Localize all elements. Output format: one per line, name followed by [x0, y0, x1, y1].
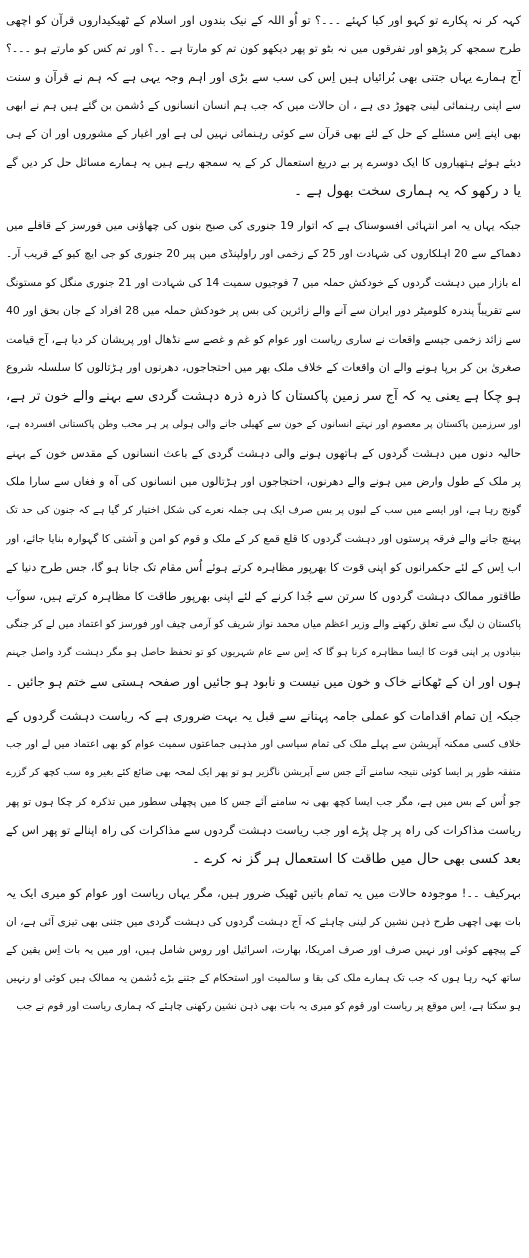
text-line: حالیہ دنوں میں دہشت گردوں کے ہاتھوں ہونے والی دہشت گردی کے باعث انسانوں کے مقدس خون کے بہنے: [6, 446, 521, 460]
text-line: خلاف کسی ممکنہ آپریشن سے پہلے ملک کی تمام سیاسی اور مذہبی جماعتوں سمیت عوام کو بھی اعتماد میں لے اور جب: [6, 738, 521, 750]
text-line: ہو چکا ہے یعنی یہ کہ آج سر زمین پاکستان کا ذرہ ذرہ دہشت گردی سے بہنے والے خون تر ہے،: [6, 388, 521, 404]
text-line: بعد کسی بھی حال میں طاقت کا استعمال ہر گز نہ کرے ۔: [191, 850, 521, 867]
paragraph: [6, 212, 521, 697]
text-line: طاقتور ممالک دہشت گردوں کا سرتن سے جُدا کرنے کے لئے اپنی بھرپور طاقت کا مظاہرہ کرتے ہیں، سوآب: [6, 589, 521, 603]
text-line: ریاست مذاکرات کی راہ پر چل پڑے اور جب ریاست دہشت گردوں سے مذاکرات کی راہ اپنالے تو پھر اس کے: [6, 823, 521, 837]
text-line: کہہ کر نہ پکارے تو کہو اور کیا کہئے ۔۔۔؟ تو اُو اللہ کے نیک بندوں اور اسلام کے ٹھیکیداروں قرآن کو اچھی: [6, 13, 521, 27]
text-line: بھی اپنے اِس مسئلے کے حل کے لئے بھی قرآن سے کوئی رہنمائی نہیں لی ہے اور اغیار کے مشوروں اور ان کے ہی: [6, 127, 521, 140]
text-line: آج ہمارے یہاں جتنی بھی بُرائیاں ہیں اِس کی سب سے بڑی اور اہم وجہ یہی ہے کہ ہم نے قرآن و سنت: [6, 70, 521, 84]
text-line: بات بھی اچھی طرح ذہن نشین کر لینی چاہئے کہ آج دہشت گردوں کی دہشت گردی میں جتنی بھی تیزی آئی ہے، ان: [6, 915, 521, 928]
text-line: دھماکے سے 20 اہلکاروں کی شہادت اور 25 کے زخمی اور راولپنڈی میں پیر 20 جنوری کو جی ایچ کیو کے قریب آر۔: [6, 248, 521, 260]
text-line: صغریٰ بن کر برپا ہونے والے ان واقعات کے خلاف ملک بھر میں احتجاجوں، دھرنوں اور ہڑتالوں کا سلسلہ شروع: [6, 361, 521, 374]
text-line: گونج رہا ہے، اور ایسے میں سب کے لبوں پر بس صرف ایک ہی جملہ نعرے کی شکل اختیار کر گیا ہے کہ جنون کی حد تک: [6, 504, 521, 516]
text-line: پر ملک کے طول وارض میں ہونے والے دھرنوں، احتجاجوں اور ہڑتالوں میں انسانوں کی آہ و فغاں سے سارا ملک: [6, 475, 521, 488]
paragraph: [6, 702, 521, 873]
text-line: پاکستان ن لیگ سے تعلق رکھنے والے وزیر اعظم میاں محمد نواز شریف کو آرمی چیف اور فورسز کو اعتماد میں لے کر جنگی: [6, 618, 521, 630]
paragraph: [6, 879, 521, 1022]
text-line: ساتھ کہہ رہا ہوں کہ جب تک ہمارے ملک کی بقا و سالمیت اور استحکام کے جتنے بڑے دُشمن یہ ممالک ہیں کوئی او رنہیں: [6, 972, 521, 984]
text-line: جبکہ اِن تمام اقدامات کو عملی جامہ پہنانے سے قبل یہ بہت ضروری ہے کہ ریاست دہشت گردوں کے: [6, 709, 521, 723]
text-line: جبکہ یہاں یہ امر انتہائی افسوسناک ہے کہ اتوار 19 جنوری کی صبح بنوں کی چھاؤنی میں فورسز کے قافلے میں: [6, 218, 521, 232]
text-line: سے اپنی رہنمائی لینی چھوڑ دی ہے ، ان حالات میں کہ جب ہم انسان انسانوں کے دُشمن بن گئے ہیں ہم نے ابھی: [6, 98, 521, 112]
text-line: اور سرزمین پاکستان پر معصوم اور نہتے انسانوں کے خون سے کھیلی جانے والی ہولی پر ہر محب وطن پاکستانی افسردہ ہے،: [6, 419, 521, 430]
text-line: سے تقریباً پندرہ کلومیٹر دور ایران سے آنے والے زائرین کی بس پر خودکش حملہ میں 28 افراد کے جان بحق اور 40: [6, 304, 521, 317]
text-line: یا د رکھو کہ یہ ہماری سخت بھول ہے ۔: [294, 183, 521, 199]
text-line: سے زائد زخمی جیسے واقعات نے ساری ریاست اور عوام کو غم و غصے سے نڈھال اور پریشان کر دیا ہے، آج قیامت: [6, 332, 521, 346]
text-line: طرح سمجھ کر پڑھو اور تفرقوں میں نہ بٹو تو پھر دیکھو کون تم کو مارتا ہے ۔۔؟ اور تم کس کو مارتے ہو ۔۔۔؟: [6, 41, 521, 55]
text-line: اب اِس کے لئے حکمرانوں کو اپنی قوت کا بھرپور مظاہرہ کرتے ہوئے اُس مقام تک جانا ہو گا، جس طرح دنیا کے: [6, 560, 521, 574]
article-body: [6, 6, 521, 1022]
paragraph: [6, 6, 521, 206]
text-line: متفقہ طور پر ایسا کوئی نتیجہ سامنے آئے جس سے آپریشن ناگزیر ہو تو پھر ایک لمحہ بھی ضائع کئے بغیر وہ سب کچھ کر گزرے: [6, 767, 521, 778]
text-line: کے پیچھے کوئی اور نہیں صرف اور صرف امریکا، بھارت، اسرائیل اور روس شامل ہیں، اور میں یہ بات اِس یقین کے: [6, 944, 521, 956]
text-line: پہنچ جانے والے فرقہ پرستوں اور دہشت گردوں کا قلع قمع کر کے ملک و قوم کو امن و آشتی کا گہوارہ بنایا جائے، اور: [6, 533, 521, 545]
text-line: ہو سکتا ہے، اِس موقع پر ریاست اور قوم کو میری یہ بات بھی ذہن نشین رکھنی چاہئے کہ ہماری ریاست اور قوم نے جب: [16, 1001, 521, 1012]
text-line: دیئے ہوئے ہتھیاروں کا ایک دوسرے پر بے دریغ استعمال کر کے یہ سمجھ رہے ہیں یہ ہمارے مسائل حل کر دیں گے: [6, 155, 521, 169]
text-line: بنیادوں پر اپنی قوت کا ایسا مظاہرہ کرنا ہو گا کہ اِس سے عام شہریوں کو تو تحفظ حاصل ہو مگر دہشت گرد واصل جہنم: [6, 647, 521, 658]
text-line: جو اُس کے بس میں ہے، مگر جب ایسا کچھ بھی نہ سامنے آئے جس کا میں پچھلی سطور میں تذکرہ کر چکا ہوں تو پھر: [6, 795, 521, 808]
text-line: اے بازار میں دہشت گردوں کے خودکش حملہ میں 7 فوجیوں سمیت 14 کی شہادت اور 21 جنوری منگل کو مستونگ: [6, 276, 521, 289]
text-line: بہرکیف ۔۔! موجودہ حالات میں یہ تمام باتیں ٹھیک ضرور ہیں، مگر یہاں ریاست اور عوام کو میری ایک یہ: [6, 886, 521, 900]
text-line: ہوں اور ان کے ٹھکانے خاک و خون میں نیست و نابود ہو جائیں اور صفحہ ہستی سے ختم ہو جائیں ۔: [6, 673, 521, 689]
